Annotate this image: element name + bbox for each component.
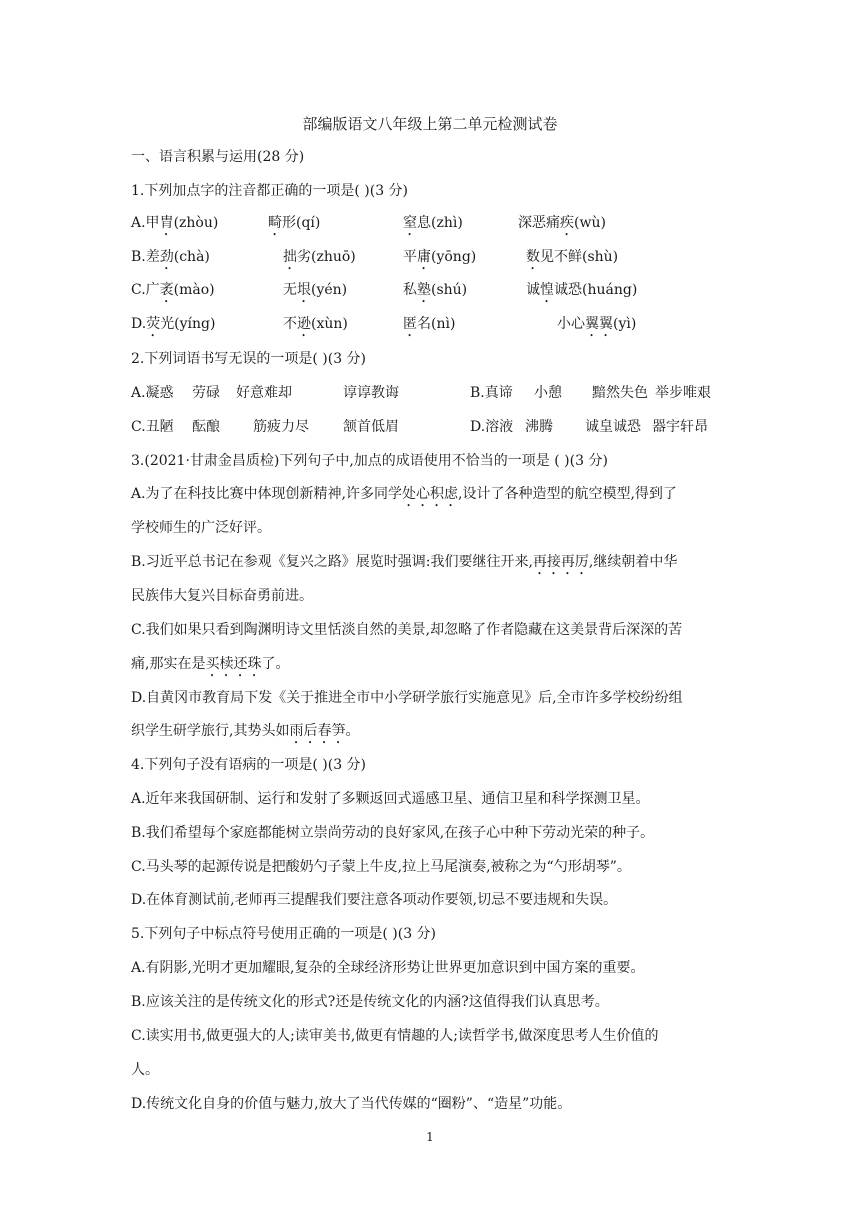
q2-option-b-w4: 举步唯艰 [655,385,711,401]
q2-option-c-w1: C.丑陋 [131,419,174,435]
q2-option-b-w2: 小憩 [534,385,562,401]
q1-option-c-3: 私塾(shú) [403,282,468,298]
q1-option-a-4: 深恶痛疾(wù) [518,215,606,231]
q1-option-d-4: 小心翼翼(yì) [557,316,637,332]
q2-option-d-w2: 沸腾 [525,419,553,435]
q2-option-d-w1: D.溶液 [470,419,514,435]
q3-option-d-line2: 织学生研学旅行,其势头如雨后春笋。 [131,723,360,739]
q2-option-a-w3: 好意难却 [236,385,292,401]
q1-option-d-1: D.荧光(yíng) [131,316,216,332]
q1-option-c-2: 无垠(yén) [283,282,348,298]
q2-option-a-w1: A.凝惑 [131,385,174,401]
q3-option-c-line1: C.我们如果只看到陶渊明诗文里恬淡自然的美景,却忽略了作者隐藏在这美景背后深深的苦 [131,622,683,638]
q1-option-a-1: A.甲胄(zhòu) [131,215,219,231]
q2-option-a-w2: 劳碌 [192,385,220,401]
question-1-stem: 1.下列加点字的注音都正确的一项是( )(3 分) [131,183,409,199]
q3-option-b-line2: 民族伟大复兴目标奋勇前进。 [131,588,313,604]
q1-option-b-4: 数见不鲜(shù) [526,249,619,265]
document-title: 部编版语文八年级上第二单元检测试卷 [302,115,558,133]
q2-option-b-w1: B.真谛 [470,385,513,401]
q2-option-c-w2: 酝酿 [192,419,220,435]
q4-option-b: B.我们希望每个家庭都能树立崇尚劳动的良好家风,在孩子心中种下劳动光荣的种子。 [131,825,655,841]
q3-option-a-line2: 学校师生的广泛好评。 [131,520,271,536]
q2-option-b-w3: 黯然失色 [592,385,648,401]
q3-option-c-line2: 痛,那实在是买椟还珠了。 [131,656,290,672]
q5-option-a: A.有阴影,光明才更加耀眼,复杂的全球经济形势让世界更加意识到中国方案的重要。 [131,960,645,976]
q5-option-d: D.传统文化自身的价值与魅力,放大了当代传媒的“圈粉”、“造星”功能。 [131,1096,572,1112]
q2-option-d-w4: 器宇轩昂 [652,419,708,435]
q2-option-c-w4: 颔首低眉 [343,419,399,435]
q1-option-b-2: 拙劣(zhuō) [283,249,356,265]
q1-option-c-1: C.广袤(mào) [131,282,215,298]
q3-option-d-line1: D.自黄冈市教育局下发《关于推进全市中小学研学旅行实施意见》后,全市许多学校纷纷组 [131,690,683,706]
q2-option-a-w4: 谆谆教诲 [343,385,399,401]
q1-option-b-3: 平庸(yōng) [403,249,477,265]
q4-option-d: D.在体育测试前,老师再三提醒我们要注意各项动作要领,切忌不要违规和失误。 [131,892,618,908]
q2-option-c-w3: 筋疲力尽 [253,419,309,435]
q1-option-c-4: 诚惶诚恐(huáng) [526,282,638,298]
q5-option-b: B.应该关注的是传统文化的形式?还是传统文化的内涵?这值得我们认真思考。 [131,994,609,1010]
q4-option-a: A.近年来我国研制、运行和发射了多颗返回式遥感卫星、通信卫星和科学探测卫星。 [131,791,650,807]
q1-option-d-2: 不逊(xùn) [283,316,348,332]
question-2-stem: 2.下列词语书写无误的一项是( )(3 分) [131,351,367,367]
q3-option-a-line1: A.为了在科技比赛中体现创新精神,许多同学处心积虑,设计了各种造型的航空模型,得到了 [131,486,677,502]
question-4-stem: 4.下列句子没有语病的一项是( )(3 分) [131,757,367,773]
question-5-stem: 5.下列句子中标点符号使用正确的一项是( )(3 分) [131,926,437,942]
q3-option-b-line1: B.习近平总书记在参观《复兴之路》展览时强调:我们要继往开来,再接再厉,继续朝着中华 [131,554,678,570]
q1-option-a-3: 窒息(zhì) [403,215,463,231]
q5-option-c-line1: C.读实用书,做更强大的人;读审美书,做更有情趣的人;读哲学书,做深度思考人生价值的 [131,1028,659,1044]
q1-option-b-1: B.差劲(chà) [131,249,210,265]
q2-option-d-w3: 诚皇诚恐 [585,419,641,435]
page-number: 1 [426,1130,434,1144]
q1-option-a-2: 畸形(qí) [268,215,321,231]
q5-option-c-line2: 人。 [131,1062,159,1078]
q4-option-c: C.马头琴的起源传说是把酸奶勺子蒙上牛皮,拉上马尾演奏,被称之为“勺形胡琴”。 [131,859,631,875]
q1-option-d-3: 匿名(nì) [403,316,456,332]
question-3-stem: 3.(2021·甘肃金昌质检)下列句子中,加点的成语使用不恰当的一项是 ( )(3 分) [131,453,608,469]
section-heading: 一、语言积累与运用(28 分) [131,149,305,165]
